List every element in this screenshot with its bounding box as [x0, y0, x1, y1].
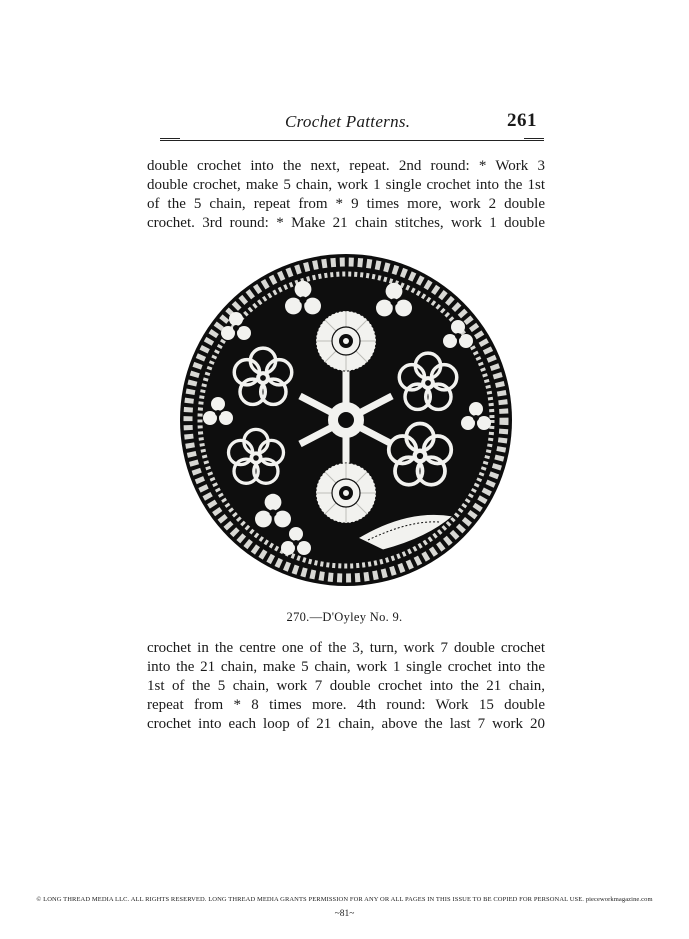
- page-number: 261: [507, 110, 537, 131]
- rose-motif: [316, 311, 376, 371]
- header-rule-dash: [160, 138, 180, 139]
- text-line: double crochet, make 5 chain, work 1 single crochet into the 1st: [147, 177, 545, 193]
- copyright-notice: © LONG THREAD MEDIA LLC. ALL RIGHTS RESERVED. LONG THREAD MEDIA GRANTS PERMISSION FOR ANY OR ALL PAGES IN THIS ISSUE TO BE COPIED FOR PERSONAL USE. pieceworkmagazine.com: [36, 896, 653, 903]
- figure-caption: 270.—D'Oyley No. 9.: [286, 610, 403, 624]
- body-text-top: [147, 157, 545, 233]
- text-line: into the 21 chain, make 5 chain, work 1 single crochet into the: [147, 659, 545, 675]
- running-head: [147, 110, 543, 136]
- text-line: repeat from * 8 times more. 4th round: Work 15 double: [147, 697, 545, 713]
- text-line: crochet. 3rd round: * Make 21 chain stitches, work 1 double: [147, 215, 545, 231]
- header-rule-dash: [524, 138, 544, 139]
- body-text-bottom: [147, 639, 545, 734]
- text-line: crochet into each loop of 21 chain, above the last 7 work 20: [147, 716, 545, 732]
- text-line: of the 5 chain, repeat from * 9 times more, work 2 double: [147, 196, 545, 212]
- folio-number: ~81~: [334, 909, 355, 919]
- text-line: crochet in the centre one of the 3, turn, work 7 double crochet: [147, 640, 545, 656]
- rose-motif: [316, 463, 376, 523]
- running-title: Crochet Patterns.: [285, 112, 411, 131]
- text-line: 1st of the 5 chain, work 7 double crochet into the 21 chain,: [147, 678, 545, 694]
- doily-illustration: [178, 238, 514, 602]
- header-rule: [160, 140, 544, 141]
- text-line: double crochet into the next, repeat. 2nd round: * Work 3: [147, 158, 545, 174]
